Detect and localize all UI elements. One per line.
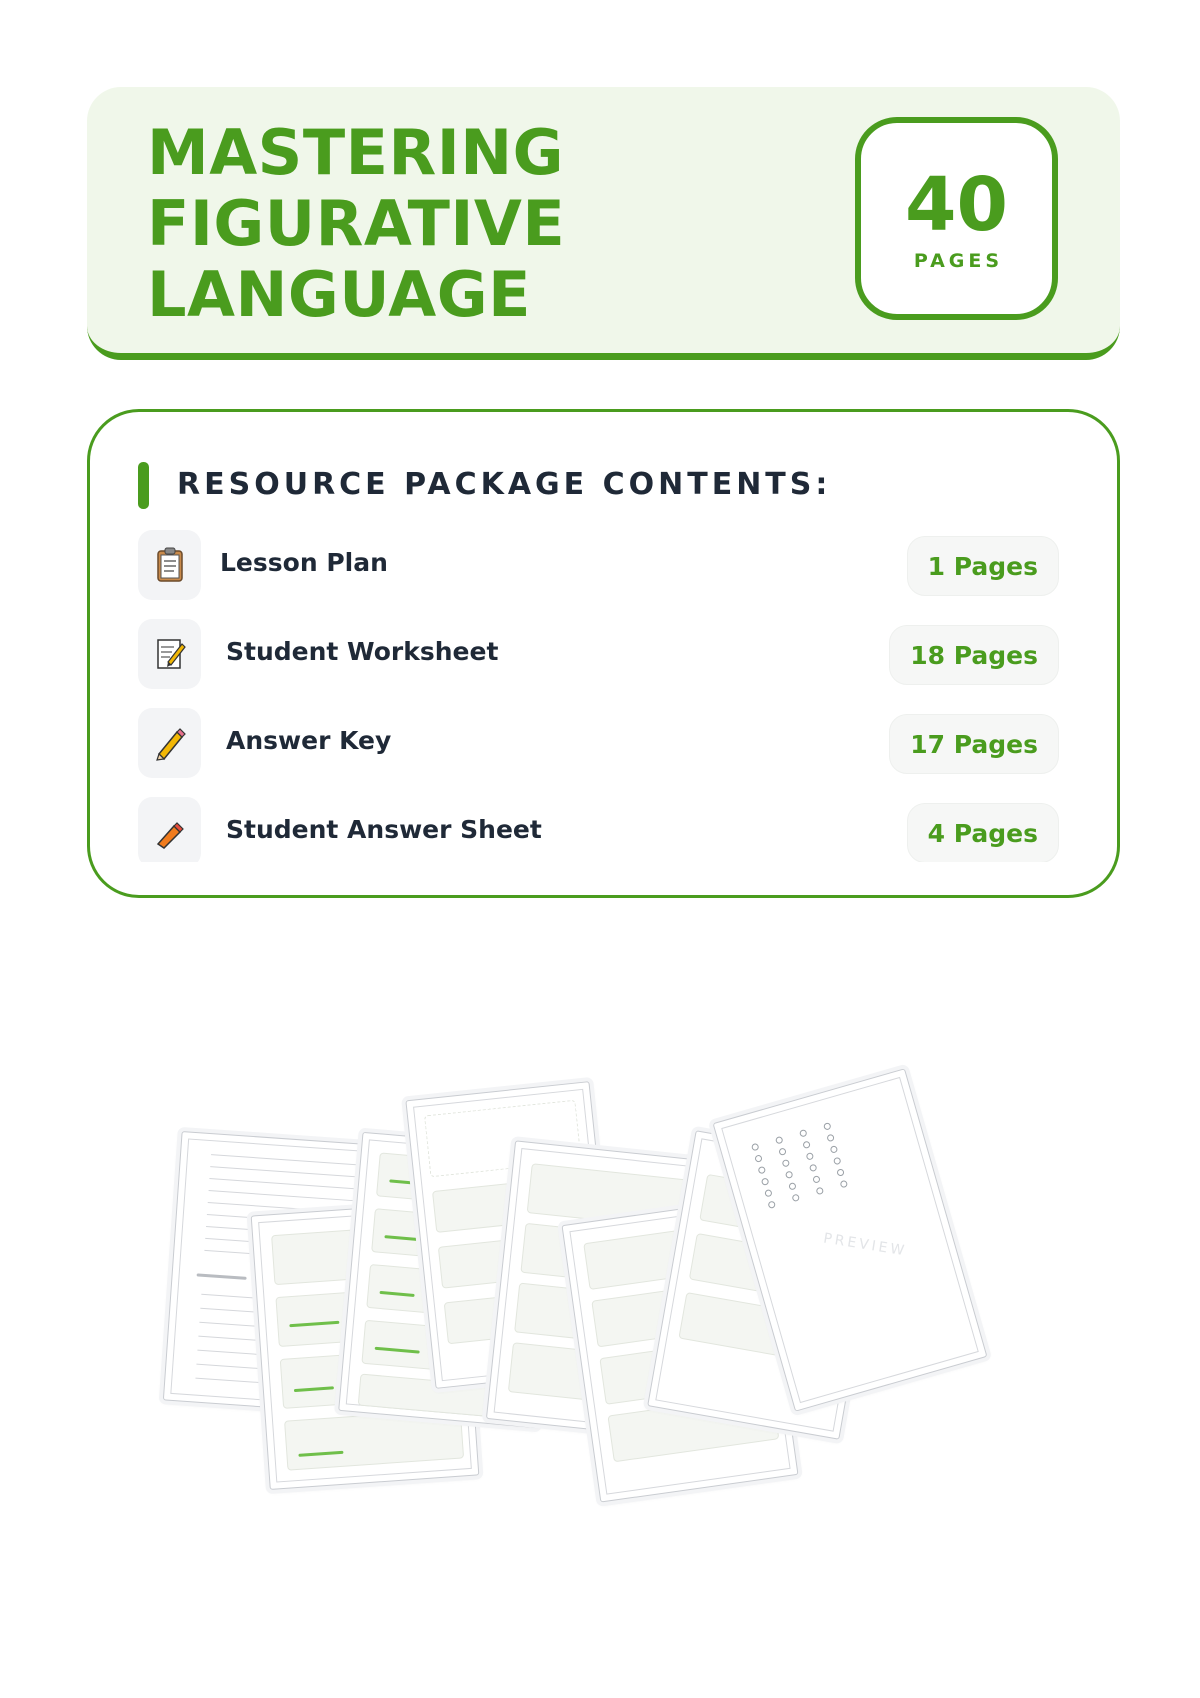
title-line-2: FIGURATIVE — [147, 187, 566, 260]
preview-watermark: PREVIEW — [822, 1230, 909, 1260]
item-label: Student Worksheet — [226, 637, 499, 666]
contents-heading: RESOURCE PACKAGE CONTENTS: — [177, 467, 832, 502]
package-contents-panel — [87, 409, 1120, 898]
memo-icon — [138, 619, 201, 689]
contents-list — [90, 530, 1117, 862]
heading-accent-bar — [138, 462, 149, 509]
pencil-icon — [138, 708, 201, 778]
title-banner — [87, 87, 1120, 360]
item-label: Lesson Plan — [220, 548, 388, 577]
title-line-3: LANGUAGE — [147, 258, 531, 331]
page-count-number: 40 — [905, 161, 1008, 248]
page-count-badge — [855, 117, 1058, 320]
page-count-pill: 18 Pages — [889, 625, 1059, 685]
list-item — [138, 619, 1059, 691]
clipboard-icon — [138, 530, 201, 600]
page-count-unit: PAGES — [913, 249, 1004, 272]
page-count-pill: 4 Pages — [907, 803, 1059, 862]
title-line-1: MASTERING — [147, 116, 565, 189]
list-item — [138, 797, 1059, 862]
item-label: Answer Key — [226, 726, 392, 755]
list-item — [138, 708, 1059, 780]
pencil-paper-icon — [138, 797, 201, 862]
resource-title — [147, 117, 565, 330]
item-label: Student Answer Sheet — [226, 815, 542, 844]
worksheet-preview-collage — [170, 1060, 1060, 1520]
page-count-pill: 17 Pages — [889, 714, 1059, 774]
page-count-pill: 1 Pages — [907, 536, 1059, 596]
list-item — [138, 530, 1059, 602]
